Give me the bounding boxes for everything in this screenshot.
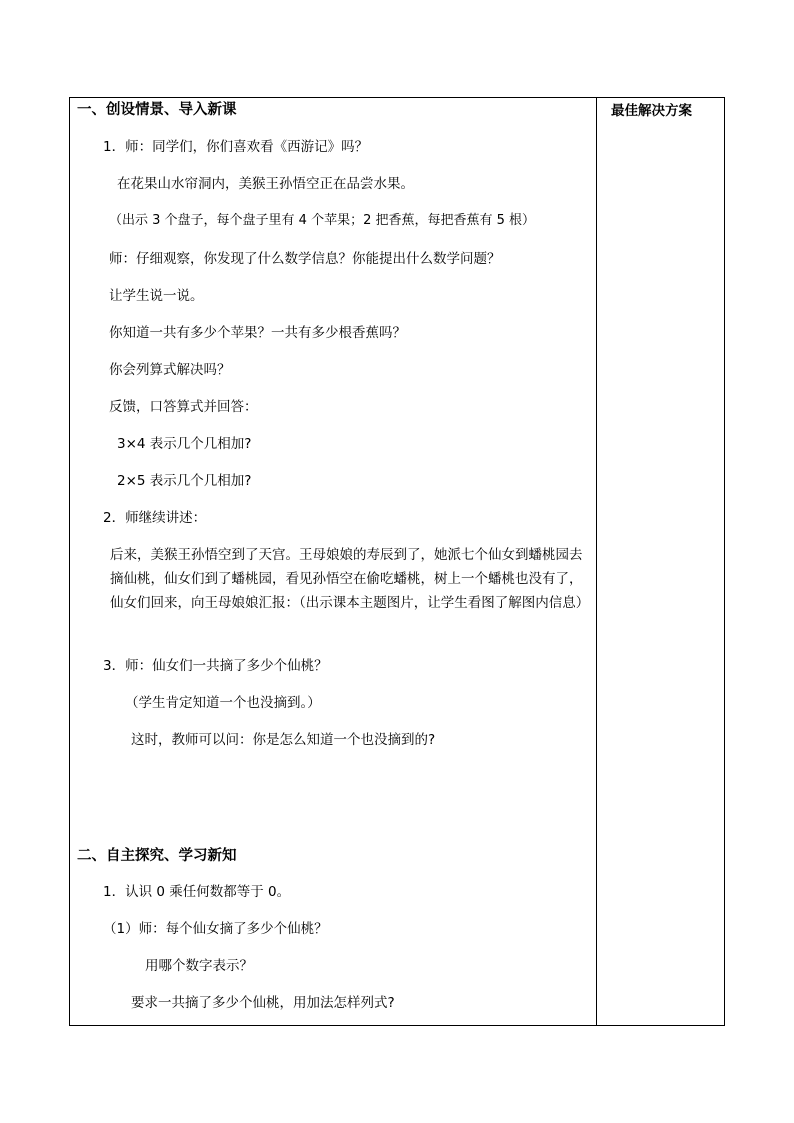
section1-heading: 一、创设情景、导入新课 — [77, 102, 237, 118]
line-feedback: 反馈，口答算式并回答： — [109, 399, 258, 415]
line-addition-expression: 要求一共摘了多少个仙桃，用加法怎样列式? — [131, 995, 395, 1011]
line-scene: 在花果山水帘洞内，美猴王孙悟空正在品尝水果。 — [117, 176, 414, 192]
line-which-digit: 用哪个数字表示？ — [145, 958, 253, 974]
line-zero-rule: 1．认识 0 乘任何数都等于 0。 — [103, 884, 291, 900]
line-teacher-question: 1．师：同学们，你们喜欢看《西游记》吗？ — [103, 139, 369, 155]
line-3x4: 3×4 表示几个几相加? — [117, 436, 252, 452]
line-can-you-solve: 你会列算式解决吗？ — [109, 362, 231, 378]
line-total-peaches: 3．师：仙女们一共摘了多少个仙桃？ — [103, 658, 328, 674]
story-paragraph: 后来，美猴王孙悟空到了天宫。王母娘娘的寿辰到了，她派七个仙女到蟠桃园去摘仙桃，仙女们到了蟠桃园，看见孙悟空在偷吃蟠桃，树上一个蟠桃也没有了，仙女们回来，向王母娘娘汇报：（出示课本主题图片，让学生看图了解图内信息） — [110, 547, 590, 611]
line-2x5: 2×5 表示几个几相加? — [117, 473, 252, 489]
line-teacher-asks: 这时，教师可以问：你是怎么知道一个也没摘到的? — [131, 732, 436, 748]
line-observe: 师：仔细观察，你发现了什么数学信息？你能提出什么数学问题？ — [109, 251, 501, 267]
line-let-students-say: 让学生说一说。 — [109, 288, 204, 304]
column-divider — [596, 97, 597, 1026]
line-students-know: （学生肯定知道一个也没摘到。） — [125, 695, 321, 711]
best-solution-header: 最佳解决方案 — [611, 103, 692, 119]
line-how-many: 你知道一共有多少个苹果？一共有多少根香蕉吗？ — [109, 325, 406, 341]
section2-heading: 二、自主探究、学习新知 — [77, 848, 237, 864]
line-each-fairy: （1）师：每个仙女摘了多少个仙桃？ — [103, 921, 328, 937]
line-teacher-continues: 2．师继续讲述： — [103, 510, 207, 526]
line-show-fruit: （出示 3 个盘子，每个盘子里有 4 个苹果；2 把香蕉，每把香蕉有 5 根） — [109, 213, 536, 228]
